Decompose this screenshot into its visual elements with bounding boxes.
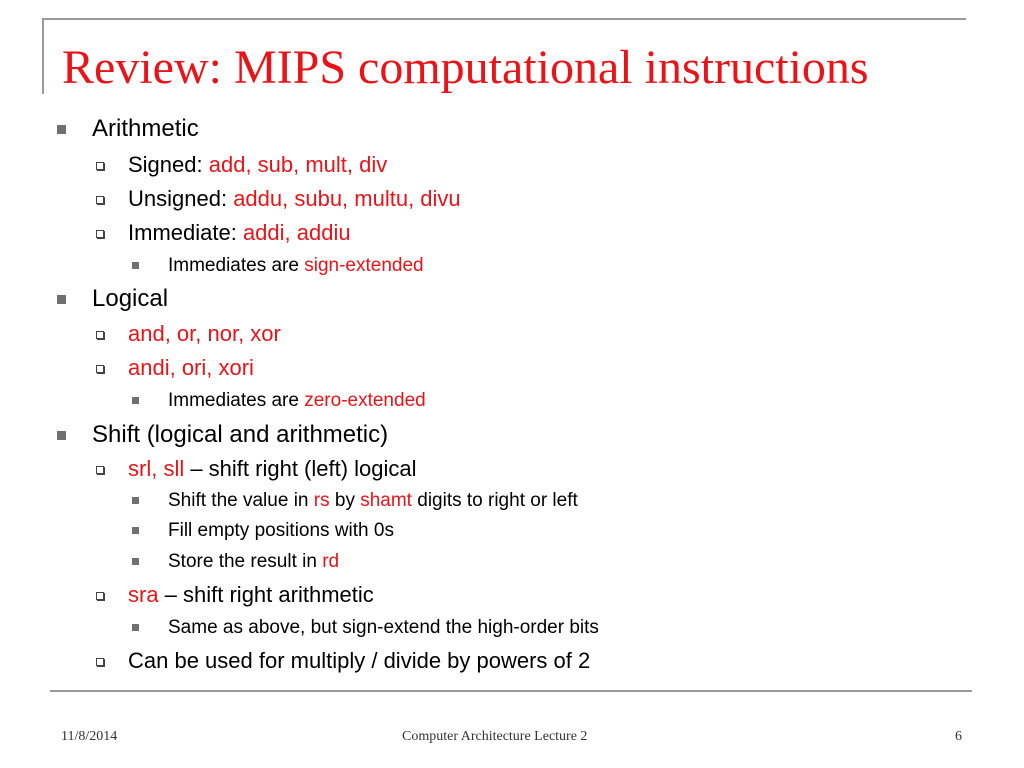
- footer-page-number: 6: [955, 729, 962, 744]
- bullet-text: Arithmetic: [92, 115, 199, 142]
- bullet-item-level-3: [168, 615, 599, 641]
- footer-date: 11/8/2014: [61, 729, 118, 744]
- bullet-item-level-3: [168, 549, 339, 575]
- bullet-text: Shift (logical and arithmetic): [92, 421, 389, 448]
- bullet-marker-level-3: [132, 527, 139, 534]
- bullet-marker-level-2: [96, 230, 104, 238]
- bullet-marker-level-3: [132, 397, 139, 404]
- bullet-text: Store the result in: [168, 551, 323, 572]
- bullet-item-level-2: [128, 580, 374, 610]
- highlighted-term: sign-extended: [304, 255, 424, 276]
- slide-title: Review: MIPS computational instructions: [62, 41, 869, 94]
- bullet-item-level-1: [92, 283, 168, 315]
- bullet-marker-level-1: [57, 125, 66, 134]
- highlighted-term: rd: [322, 551, 340, 572]
- bullet-item-level-1: [92, 113, 199, 145]
- bullet-marker-level-2: [96, 365, 104, 373]
- bullet-text: Immediate:: [128, 220, 243, 245]
- bullet-item-level-3: [168, 488, 578, 514]
- highlighted-term: add, sub, mult, div: [208, 152, 388, 177]
- bullet-marker-level-2: [96, 331, 104, 339]
- bullet-text: Shift the value in: [168, 490, 314, 511]
- bullet-item-level-2: [128, 218, 351, 248]
- bullet-text: – shift right arithmetic: [158, 582, 374, 607]
- bullet-item-level-3: [168, 253, 424, 279]
- footer-divider: [50, 690, 972, 692]
- bullet-marker-level-2: [96, 658, 104, 666]
- bullet-item-level-2: [128, 184, 461, 214]
- highlighted-term: zero-extended: [304, 390, 426, 411]
- bullet-item-level-2: [128, 353, 254, 383]
- bullet-marker-level-1: [57, 295, 66, 304]
- bullet-marker-level-3: [132, 497, 139, 504]
- bullet-text: Unsigned:: [128, 186, 234, 211]
- bullet-marker-level-3: [132, 558, 139, 565]
- bullet-marker-level-2: [96, 196, 104, 204]
- highlighted-term: addu, subu, multu, divu: [233, 186, 461, 211]
- bullet-marker-level-2: [96, 162, 104, 170]
- bullet-text: Same as above, but sign-extend the high-order bits: [168, 617, 599, 638]
- bullet-item-level-2: [128, 646, 590, 676]
- bullet-marker-level-1: [57, 431, 66, 440]
- bullet-item-level-2: [128, 319, 281, 349]
- bullet-text: digits to right or left: [411, 490, 578, 511]
- highlighted-term: shamt: [360, 490, 412, 511]
- bullet-item-level-1: [92, 419, 388, 451]
- bullet-text: Fill empty positions with 0s: [168, 520, 394, 541]
- highlighted-term: sra: [128, 582, 159, 607]
- bullet-text: by: [329, 490, 361, 511]
- bullet-marker-level-2: [96, 592, 104, 600]
- highlighted-term: rs: [313, 490, 330, 511]
- bullet-item-level-3: [168, 388, 426, 414]
- bullet-item-level-2: [128, 454, 417, 484]
- bullet-item-level-2: [128, 150, 387, 180]
- highlighted-term: srl, sll: [128, 456, 185, 481]
- highlighted-term: addi, addiu: [242, 220, 351, 245]
- bullet-text: Immediates are: [168, 255, 305, 276]
- bullet-text: Logical: [92, 285, 169, 312]
- footer-course: Computer Architecture Lecture 2: [402, 729, 588, 744]
- highlighted-term: andi, ori, xori: [128, 355, 254, 380]
- bullet-text: Signed:: [128, 152, 209, 177]
- bullet-marker-level-2: [96, 466, 104, 474]
- bullet-text: – shift right (left) logical: [184, 456, 417, 481]
- highlighted-term: and, or, nor, xor: [128, 321, 281, 346]
- bullet-text: Can be used for multiply / divide by powers of 2: [128, 648, 591, 673]
- bullet-item-level-3: [168, 518, 394, 544]
- bullet-text: Immediates are: [168, 390, 305, 411]
- bullet-marker-level-3: [132, 624, 139, 631]
- bullet-marker-level-3: [132, 262, 139, 269]
